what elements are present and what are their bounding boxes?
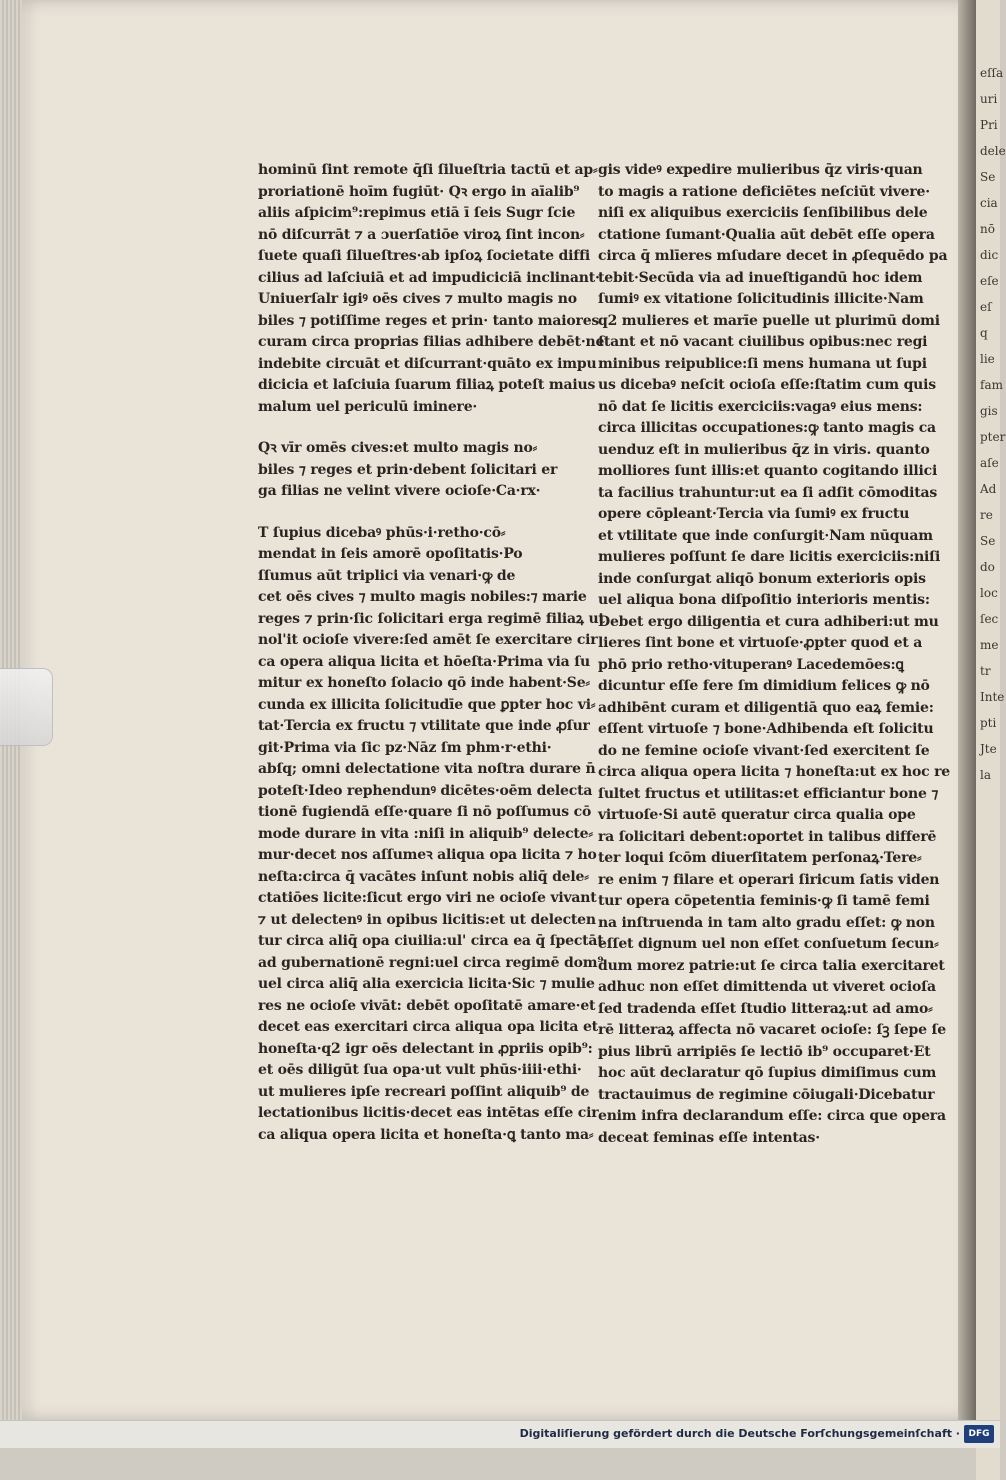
text-line: cunda ex illicita ſolicitudīe que ꝑpter hoc vi⸗ — [258, 696, 596, 713]
text-line: ⁊ ut delectenꝰ in opibus licitis:et ut delecten — [258, 911, 596, 928]
text-line: eſſent virtuoſe ⁊ bone·Adhibenda eſt ſolicitu — [598, 721, 934, 737]
text-line: mitur ex honeſto ſolacio qō inde habent·Se⸗ — [258, 675, 590, 691]
text-line: et oēs diligūt ſua opa·ut vult phūs·iiii·ethi· — [258, 1062, 582, 1078]
next-page-fragment: Jte — [980, 742, 997, 756]
text-line: hominū ſint remote q̄ſi ſilueſtria tactū et ap⸗ — [258, 162, 598, 178]
next-page-fragment: loc — [980, 586, 998, 600]
text-line: gis videꝰ expedire mulieribus q̄z viris·quan — [598, 162, 923, 178]
next-page-fragment: Inte — [980, 690, 1005, 704]
text-line: et vtilitate que inde conſurgit·Nam nūquam — [598, 527, 933, 544]
next-page-fragment: fam — [980, 378, 1003, 392]
text-line: na inſtruenda in tam alto gradu eſſet: ꝙ non — [598, 914, 935, 931]
text-line: circa aliqua opera licita ⁊ honeſta:ut ex hoc re — [598, 764, 950, 780]
next-page-fragment: ſec — [980, 612, 999, 626]
text-line: proriationē hoīm fugiūt· Qꝛ ergo in aīalib⁹ — [258, 183, 580, 200]
paragraph-gap — [258, 418, 576, 438]
text-line: dicicia et laſciuia ſuarum filiaꝝ poteſt maius — [258, 377, 596, 393]
next-page-fragment: tr — [980, 664, 991, 678]
text-line: molliores ſunt illis:et quanto cogitando illici — [598, 463, 938, 479]
text-line: tionē fugiendā eſſe·quare ſi nō poſſumus cō — [258, 804, 592, 820]
text-line: dicuntur eſſe fere ſm dimidium felices ꝙ nō — [598, 678, 930, 694]
dfg-logo: DFG — [964, 1425, 994, 1443]
text-line: git·Prima via ſic pz·Nāz ſm phm·r·ethi· — [258, 739, 552, 756]
text-line: inde conſurgat aliqō bonum exterioris opis — [598, 570, 926, 587]
text-line: ſuete quaſi ſilueſtres·ab ipſoꝝ ſocietate diffi — [258, 248, 591, 264]
text-line: minibus reipublice:ſi mens humana ut ſupi — [598, 355, 927, 372]
text-line: ſumiꝰ ex vitatione ſolicitudinis illicite·Nam — [598, 291, 924, 307]
next-page-fragment: gis — [980, 404, 998, 418]
text-line: eſſet dignum uel non eſſet conſuetum ſecun⸗ — [598, 936, 939, 952]
next-page-fragment: eſe — [980, 274, 999, 288]
next-page-edge — [976, 0, 1006, 1480]
text-line: enim infra declarandum eſſe: circa que opera — [598, 1108, 946, 1124]
text-line: circa illicitas occupationes:ꝙ tanto magis ca — [598, 420, 936, 436]
text-line: Debet ergo diligentia et cura adhiberi:ut mu — [598, 613, 939, 630]
next-page-fragment: pti — [980, 716, 997, 730]
next-page-fragment: Se — [980, 170, 996, 184]
text-line: circa q̄ mlīeres mſudare decet in ꝓſequēdo pa — [598, 248, 948, 264]
text-line: ga filias ne velint vivere ocioſe·Ca·rx· — [258, 483, 541, 499]
text-line: decet eas exercitari circa aliqua opa licita et — [258, 1019, 598, 1035]
next-page-fragment: la — [980, 768, 991, 782]
text-line: mur·decet nos aſſumeꝛ aliqua opa licita ⁊ ho — [258, 847, 597, 863]
text-line: reges ⁊ prin·ſic ſolicitari erga regimē filiaꝝ ut — [258, 610, 605, 627]
text-line: pius librū arripiēs ſe lectiō ib⁹ occuparet·Et — [598, 1043, 931, 1060]
next-page-fragment: dele — [980, 144, 1006, 158]
next-page-fragment: Pri — [980, 118, 998, 132]
next-page-fragment: pter — [980, 430, 1006, 444]
next-page-fragment: re — [980, 508, 993, 522]
text-line: opere cōpleant·Tercia via ſumiꝰ ex fructu — [598, 506, 910, 522]
footer-bar — [0, 1420, 1000, 1448]
left-text-column — [258, 160, 605, 1146]
text-line: ut mulieres ipſe recreari poſſint aliquib⁹ de — [258, 1083, 590, 1100]
text-line: ctatiōes licite:ſicut ergo viri ne ocioſe vivant — [258, 890, 597, 906]
text-line: hoc aūt declaratur qō ſupius dimiſimus cum — [598, 1065, 937, 1081]
text-line: phō prio retho·vituperanꝰ Lacedemōes:ꝗ — [598, 656, 904, 673]
text-line: mode durare in vita :niſi in aliquib⁹ delecte⸗ — [258, 825, 593, 842]
text-line: abſq; omni delectatione vita noſtra durare n̄ — [258, 761, 596, 777]
text-line: ſultet fructus et utilitas:et efficiantur bone ⁊ — [598, 785, 939, 802]
text-line: nō diſcurrāt ⁊ a ɔuerſatiōe viroꝝ ſint incon⸗ — [258, 226, 585, 243]
text-line: lieres ſint bone et virtuoſe·ꝓpter quod et a — [598, 635, 923, 651]
next-page-fragment: Ad — [980, 482, 997, 496]
text-line: Uniuerſalr igiꝰ oēs cives ⁊ multo magis no — [258, 291, 577, 307]
text-line: niſi ex aliquibus exerciciis ſenſibilibus dele — [598, 205, 928, 221]
text-line: deceat feminas eſſe intentas· — [598, 1129, 820, 1146]
paragraph-gap — [258, 503, 576, 523]
text-line: ſſumus aūt triplici via venari·ꝙ de — [258, 567, 516, 584]
next-page-fragment: cia — [980, 196, 998, 210]
text-line: mendat in ſeis amorē opoſitatis·Po — [258, 546, 523, 562]
text-line: T ſupius dicebaꝰ phūs·i·retho·cō⸗ — [258, 524, 506, 541]
text-line: nō dat ſe licitis exerciciis:vagaꝰ eius mens: — [598, 398, 923, 415]
next-page-fragment: q — [980, 326, 988, 340]
text-line: malum uel periculū iminere· — [258, 398, 478, 415]
text-line: uel circa aliq̄ alia exercicia licita·Sic ⁊ mulie — [258, 976, 595, 992]
next-page-fragment: eſ — [980, 300, 992, 314]
text-line: aliis aſpicim⁹:repimus etiā ī ſeis Sugr ſcie — [258, 205, 576, 221]
text-line: cet oēs cives ⁊ multo magis nobiles:⁊ marie — [258, 589, 587, 605]
book-gutter — [958, 0, 976, 1420]
next-page-fragment: dic — [980, 248, 999, 262]
text-line: tractauimus de regimine cōiugali·Dicebatur — [598, 1086, 935, 1103]
page-marker-tab — [0, 668, 53, 746]
next-page-fragment: uri — [980, 92, 998, 106]
text-line: ſed tradenda eſſet ſtudio litteraꝝ:ut ad amo⸗ — [598, 1000, 933, 1017]
text-line: tebit·Secūda via ad inueſtigandū hoc idem — [598, 269, 923, 286]
next-page-fragment: me — [980, 638, 999, 652]
text-line: cilius ad laſciuiā et ad impudiciciā inclinant· — [258, 269, 600, 286]
text-line: nol'it ocioſe vivere:ſed amēt ſe exercitare cir — [258, 632, 598, 648]
text-line: tat·Tercia ex fructu ⁊ vtilitate que inde ꝓſur — [258, 718, 590, 734]
text-line: ca aliqua opera licita et honeſta·ꝗ tanto ma⸗ — [258, 1126, 594, 1143]
text-line: honeſta·q2 igr oēs delectant in ꝓpriis opib⁹: — [258, 1040, 593, 1057]
text-line: lectationibus licitis·decet eas intētas eſſe cir — [258, 1105, 599, 1121]
text-line: biles ⁊ potiſſime reges et prin· tanto maiores — [258, 312, 600, 329]
text-line: dum morez patrie:ut ſe circa talia exercitaret — [598, 957, 945, 974]
text-line: indebite circuāt et diſcurrant·quāto ex impu — [258, 355, 597, 372]
next-page-fragment: eſſa — [980, 66, 1004, 80]
text-line: res ne ocioſe vivāt: debēt opoſitatē amare·et — [258, 997, 596, 1014]
text-line: us dicebaꝰ neſcit ocioſa eſſe:ſtatim cum quis — [598, 377, 936, 393]
text-line: ter loqui ſcōm diuerſitatem perſonaꝝ·Tere⸗ — [598, 850, 922, 866]
right-text-column — [598, 160, 950, 1149]
next-page-fragment: nō — [980, 222, 995, 236]
text-line: tur circa aliq̄ opa ciuilia:ul' circa ea q̄ ſpectāt — [258, 933, 604, 949]
text-line: to magis a ratione deficiētes neſciūt vivere· — [598, 183, 930, 200]
funding-credit: Digitaliſierung gefördert durch die Deutsche Forſchungsgemeinſchaft · — [519, 1427, 960, 1440]
text-line: ad gubernationē regni:uel circa regimē dom⁹ — [258, 954, 604, 971]
text-line: uenduz eſt in mulieribus q̄z in viris. quanto — [598, 441, 930, 458]
next-page-fragment: aſe — [980, 456, 999, 470]
text-line: tur opera cōpetentia feminis·ꝙ ſi tamē femi — [598, 893, 930, 909]
text-line: ta facilius trahuntur:ut ea ſi adſit cōmoditas — [598, 484, 938, 501]
text-line: curam circa proprias filias adhibere debēt·ne — [258, 334, 605, 350]
text-line: biles ⁊ reges et prin·debent ſolicitari er — [258, 461, 558, 478]
text-line: mulieres poſſunt ſe dare licitis exerciciis:niſi — [598, 549, 941, 565]
text-line: Qꝛ vīr omēs cives:et multo magis no⸗ — [258, 440, 538, 456]
next-page-fragment: lie — [980, 352, 995, 366]
text-line: do ne femine ocioſe vivant·ſed exercitent ſe — [598, 742, 930, 759]
text-line: poteſt·Ideo rephendunꝰ dicētes·oēm delecta — [258, 782, 593, 799]
text-line: uel aliqua bona diſpoſitio interioris mentis: — [598, 592, 930, 608]
text-line: rē litteraꝝ affecta nō vacaret ocioſe: ſꝫ ſepe ſe — [598, 1022, 946, 1038]
text-line: ſtant et nō vacant ciuilibus opibus:nec regi — [598, 334, 928, 350]
text-line: re enim ⁊ filare et operari ſiricum ſatis viden — [598, 871, 940, 888]
text-line: adhuc non eſſet dimittenda ut viveret ocioſa — [598, 979, 936, 995]
text-line: neſta:circa q̄ vacātes inſunt nobis aliq̄ dele⸗ — [258, 868, 589, 885]
text-line: ca opera aliqua licita et hōeſta·Prima via ſu — [258, 653, 591, 670]
text-line: q2 mulieres et marīe puelle ut plurimū domi — [598, 312, 940, 329]
text-line: adhibēnt curam et diligentiā quo eaꝝ femie: — [598, 699, 934, 716]
text-line: ctatione ſumant·Qualia aūt debēt eſſe opera — [598, 226, 935, 243]
next-page-fragment: do — [980, 560, 995, 574]
text-line: virtuoſe·Si autē queratur circa qualia ope — [598, 807, 916, 823]
text-line: ra ſolicitari debent:oportet in talibus differē — [598, 828, 937, 845]
next-page-fragment: Se — [980, 534, 996, 548]
